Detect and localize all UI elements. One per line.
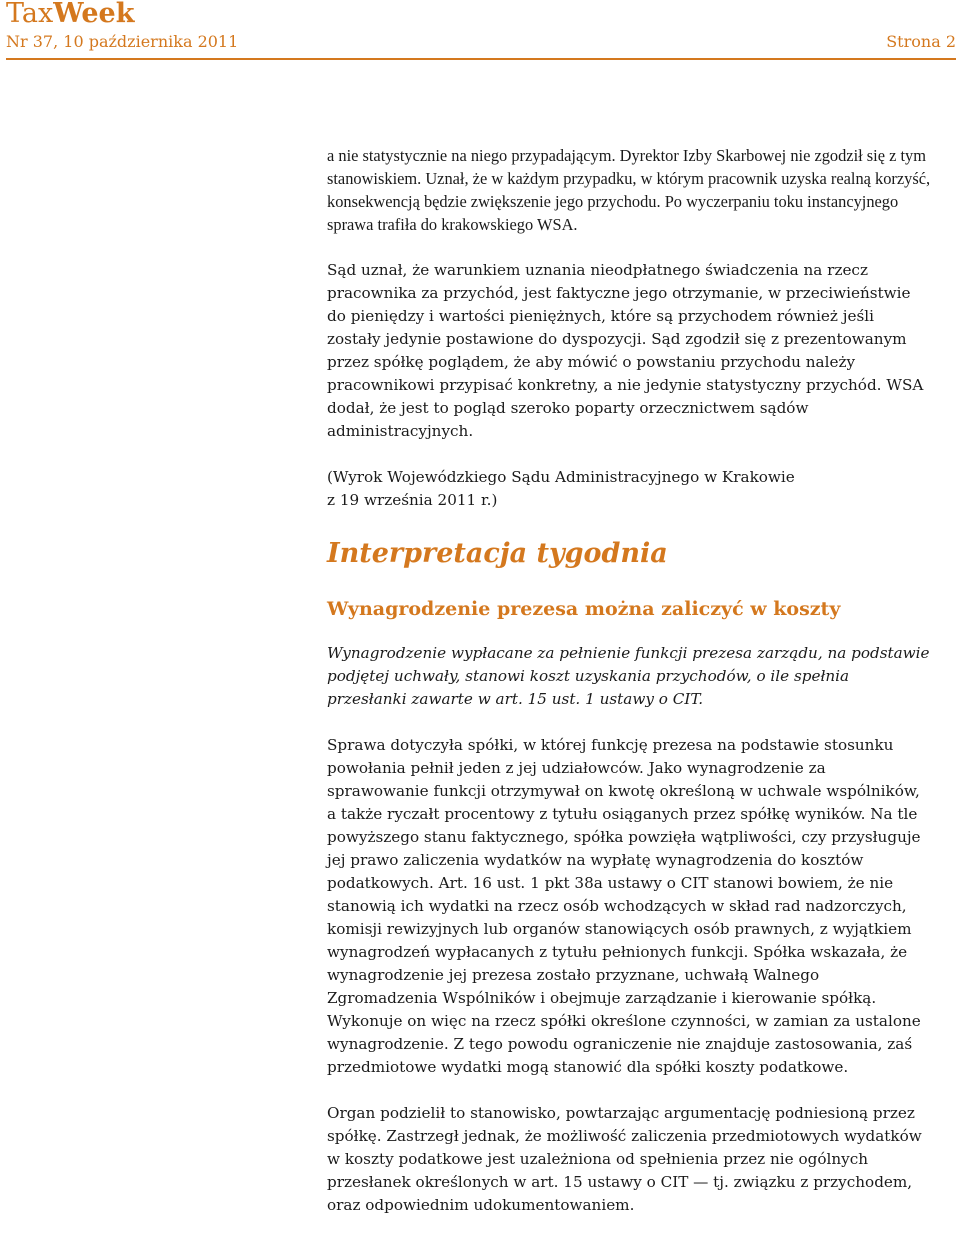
section-subtitle: Wynagrodzenie prezesa można zaliczyć w koszty [327,598,841,620]
body-paragraph-1: Sprawa dotyczyła spółki, w której funkcję prezesa na podstawie stosunku powołania pełnił jeden z jej udziałowców. Jako wynagrodzenie za sprawowanie funkcji otrzymywał on kwotę określoną w uchwale wspólników, a także ryczałt procentowy z tytułu osiąganych przez spółkę wyników. Na tle powyższego stanu faktycznego, spółka powzięła wątpliwości, czy przysługuje jej prawo zaliczenia wydatków na wypłatę wynagrodzenia do kosztów podatkowych. Art. 16 ust. 1 pkt 38a ustawy o CIT stanowi bowiem, że nie stanowią ich wydatki na rzecz osób wchodzących w skład rad nadzorczych, komisji rewizyjnych lub organów stanowiących osób prawnych, z wyjątkiem wynagrodzeń wypłacanych z tytułu pełnionych funkcji. Spółka wskazała, że wynagrodzenie jej prezesa zostało przyznane, uchwałą Walnego Zgromadzenia Wspólników i obejmuje zarządzanie i kierowanie spółką. Wykonuje on więc na rzecz spółki określone czynności, w zamian za ustalone wynagrodzenie. Z tego powodu ograniczenie nie znajduje zastosowania, zaś przedmiotowe wydatki mogą stanowić dla spółki koszty podatkowe. [327,736,921,1076]
spacer [327,571,932,597]
spacer [327,1079,932,1102]
spacer [327,512,932,537]
citation-line-2: z 19 września 2011 r.) [327,491,498,509]
page-content [327,144,932,1217]
spacer [327,236,932,259]
section-title: Interpretacja tygodnia [327,538,668,569]
issue-date: Nr 37, 10 października 2011 [6,32,239,51]
spacer [327,711,932,734]
header-divider [6,58,956,60]
spacer [327,443,932,466]
citation-line-1: (Wyrok Wojewódzkiego Sądu Administracyjnego w Krakowie [327,468,795,486]
page-number: Strona 2 [886,32,956,51]
brand-logo [6,0,134,30]
article-continuation-paragraph: a nie statystycznie na niego przypadającym. Dyrektor Izby Skarbowej nie zgodził się z tym stanowiskiem. Uznał, że w każdym przypadku, w którym pracownik uzyska realną korzyść, konsekwencją będzie zwiększenie jego przychodu. Po wyczerpaniu toku instancyjnego sprawa trafiła do krakowskiego WSA. [327,146,931,234]
brand-logo-part-tax: Tax [6,0,54,29]
court-reasoning-paragraph: Sąd uznał, że warunkiem uznania nieodpłatnego świadczenia na rzecz pracownika za przychód, jest faktyczne jego otrzymanie, w przeciwieństwie do pieniędzy i wartości pieniężnych, które są przychodem również jeśli zostały jedynie postawione do dyspozycji. Sąd zgodził się z prezentowanym przez spółkę poglądem, że aby mówić o powstaniu przychodu należy pracownikowi przypisać konkretny, a nie jedynie statystyczny przychód. WSA dodał, że jest to pogląd szeroko poparty orzecznictwem sądów administracyjnych. [327,261,924,440]
spacer [327,621,932,642]
page-header [6,0,956,60]
lead-paragraph: Wynagrodzenie wypłacane za pełnienie funkcji prezesa zarządu, na podstawie podjętej uchwały, stanowi koszt uzyskania przychodów, o ile spełnia przesłanki zawarte w art. 15 ust. 1 ustawy o CIT. [327,644,930,708]
citation [327,466,932,512]
brand-logo-part-week: Week [53,0,135,29]
body-paragraph-2: Organ podzielił to stanowisko, powtarzając argumentację podniesioną przez spółkę. Zastrzegł jednak, że możliwość zaliczenia przedmiotowych wydatków w koszty podatkowe jest uzależniona od spełnienia przez nie ogólnych przesłanek określonych w art. 15 ustawy o CIT — tj. związku z przychodem, oraz odpowiednim udokumentowaniem. [327,1104,922,1214]
